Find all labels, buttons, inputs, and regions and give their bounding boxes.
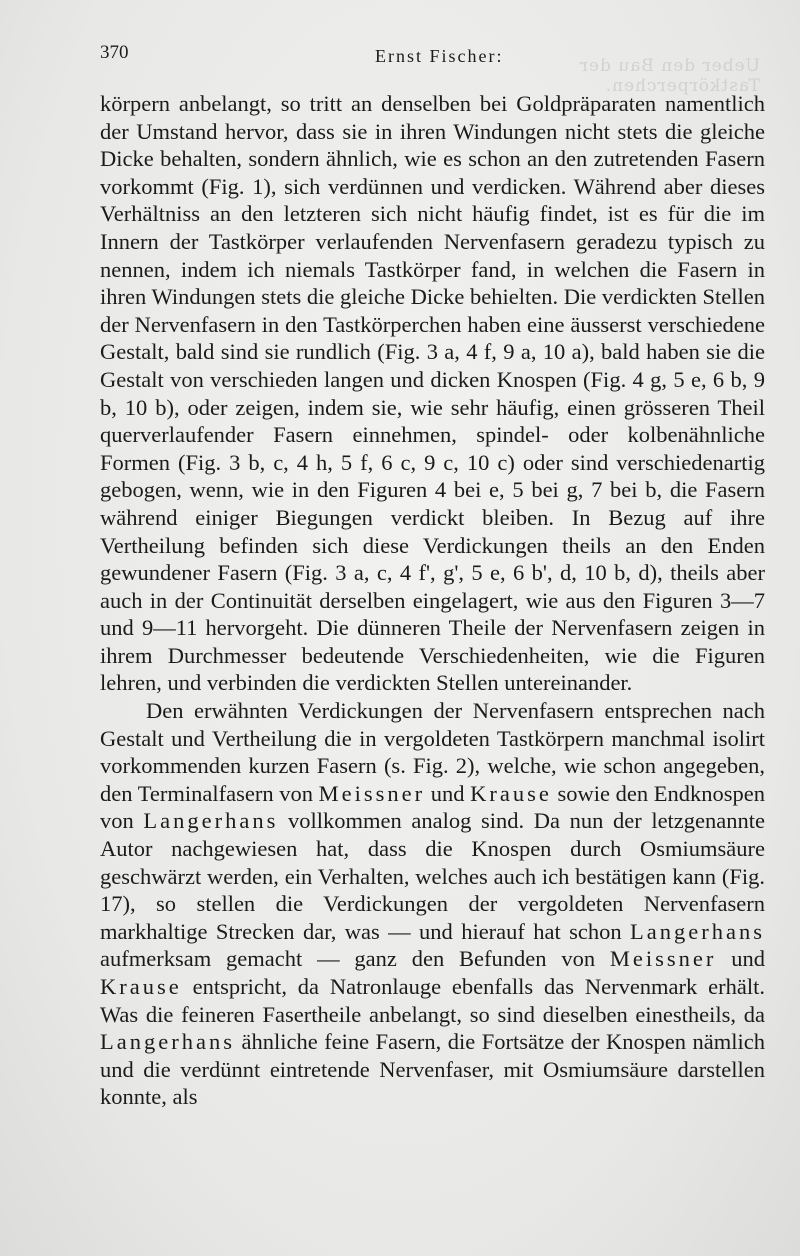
paragraph-2-text: aufmerksam gemacht — ganz den Befunden von: [100, 946, 610, 972]
bleed-through-text: Ueber den Bau der Tastkörperchen.: [578, 56, 760, 96]
body-text: [100, 90, 765, 1111]
author-name: Krause: [470, 780, 552, 806]
author-name: Langerhans: [143, 808, 279, 834]
paragraph-2-text: ähnliche feine Fasern, die Fortsätze der Knospen nämlich und die verdünnt eintretende Nervenfaser, mit Osmiumsäure darstellen konnte, als: [100, 1029, 765, 1110]
author-name: Langerhans: [630, 918, 765, 944]
paragraph-2-text: und: [425, 780, 471, 806]
author-name: Meissner: [609, 946, 717, 972]
page-number: 370: [100, 42, 129, 63]
paragraph-2-text: vollkommen analog sind. Da nun der letzgenannte Autor nachgewiesen hat, dass die Knospen durch Osmiumsäure geschwärzt werden, ein Verhalten, welches auch ich bestätigen kann (Fig. 17), so stellen die Verdickungen der vergoldeten Nervenfasern markhaltige Strecken dar, was — und hierauf hat schon: [100, 808, 766, 944]
author-name: Krause: [100, 974, 182, 999]
author-name: Meissner: [318, 780, 426, 806]
running-head: Ernst Fischer:: [375, 46, 504, 66]
paragraph-2-text: entspricht, da Natronlauge ebenfalls das Nervenmark erhält. Was die feineren Fasertheile anbelangt, so sind dieselben einestheils, da: [100, 974, 765, 1027]
paragraph-2-text: sowie den Endknospen von: [100, 780, 766, 834]
page-header: [100, 42, 760, 96]
paragraph-2: [100, 697, 765, 1111]
paragraph-2-text: und: [716, 946, 766, 972]
paragraph-2-text: Den erwähnten Verdickungen der Nervenfasern entsprechen nach Gestalt und Vertheilung die in vergoldeten Tastkörpern manchmal isolirt vorkommenden kurzen Fasern (s. Fig. 2), welche, wie schon angegeben, den Terminalfasern von: [100, 698, 765, 806]
author-name: Langerhans: [100, 1029, 235, 1055]
paragraph-1: körpern anbelangt, so tritt an denselben bei Goldpräparaten namentlich der Umstand hervor, dass sie in ihren Windungen nicht stets die gleiche Dicke behalten, sondern ähnlich, wie es schon an den zutretenden Fasern vorkommt (Fig. 1), sich verdünnen und verdicken. Während aber dieses Verhältniss an den letzteren sich nicht häufig findet, ist es für die im Innern der Tastkörper verlaufenden Nervenfasern geradezu typisch zu nennen, indem ich niemals Tastkörper fand, in welchen die Fasern in ihren Windungen stets die gleiche Dicke behielten. Die verdickten Stellen der Nervenfasern in den Tastkörperchen haben eine äusserst verschiedene Gestalt, bald sind sie rundlich (Fig. 3 a, 4 f, 9 a, 10 a), bald haben sie die Gestalt von verschieden langen und dicken Knospen (Fig. 4 g, 5 e, 6 b, 9 b, 10 b), oder zeigen, indem sie, wie sehr häufig, einen grösseren Theil querverlaufender Fasern einnehmen, spindel- oder kolbenähnliche Formen (Fig. 3 b, c, 4 h, 5 f, 6 c, 9 c, 10 c) oder sind verschiedenartig gebogen, wenn, wie in den Figuren 4 bei e, 5 bei g, 7 bei b, die Fasern während einiger Biegungen verdickt bleiben. In Bezug auf ihre Vertheilung befinden sich diese Verdickungen theils an den Enden gewundener Fasern (Fig. 3 a, c, 4 f', g', 5 e, 6 b', d, 10 b, d), theils aber auch in der Continuität derselben eingelagert, wie aus den Figuren 3—7 und 9—11 hervorgeht. Die dünneren Theile der Nervenfasern zeigen in ihrem Durchmesser bedeutende Verschiedenheiten, wie die Figuren lehren, und verbinden die verdickten Stellen untereinander.: [100, 91, 765, 696]
